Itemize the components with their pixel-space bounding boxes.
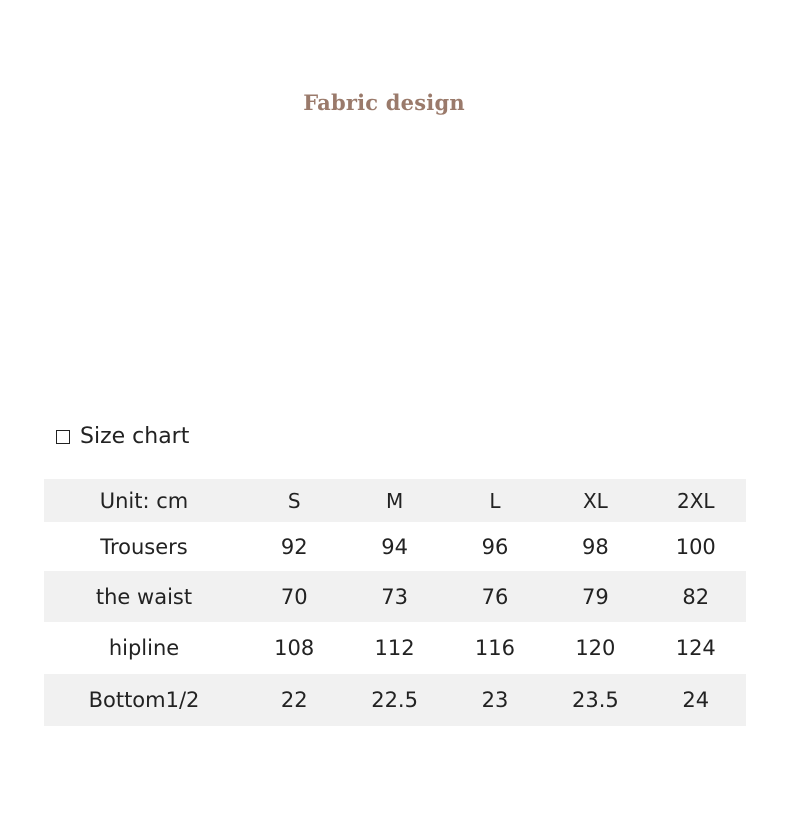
header-unit-label: Unit: cm: [99, 488, 189, 513]
header-size-xl: XL: [582, 488, 608, 513]
table-cell: 108: [274, 636, 315, 660]
header-size-s: S: [287, 488, 301, 513]
checkbox-icon: [56, 430, 70, 444]
table-row: [44, 674, 746, 726]
size-chart-table: [44, 479, 746, 726]
header-size-l: L: [489, 488, 501, 513]
row-label: hipline: [108, 636, 180, 660]
table-cell: 23: [481, 688, 509, 712]
table-cell: 22.5: [371, 688, 418, 712]
table-cell: 24: [682, 688, 710, 712]
row-label: Trousers: [100, 534, 188, 559]
section-label: Size chart: [80, 424, 190, 449]
table-cell: 120: [575, 636, 616, 660]
table-cell: 22: [280, 688, 308, 712]
row-label: the waist: [95, 584, 193, 609]
header-size-2xl: 2XL: [676, 488, 715, 513]
table-row: [44, 622, 746, 674]
section-header: [56, 424, 189, 449]
table-cell: 92: [280, 534, 308, 559]
table-cell: 76: [481, 584, 509, 609]
table-cell: 112: [374, 636, 415, 660]
table-cell: 82: [682, 584, 710, 609]
table-row: [44, 571, 746, 622]
table-cell: 94: [381, 534, 408, 559]
header-size-m: M: [385, 488, 404, 513]
row-label: Bottom1/2: [88, 688, 200, 712]
table-row: [44, 522, 746, 571]
table-cell: 73: [381, 584, 408, 609]
table-cell: 98: [582, 534, 609, 559]
table-cell: 116: [474, 636, 516, 660]
table-cell: 70: [280, 584, 308, 609]
table-cell: 23.5: [571, 688, 619, 712]
page-title: Fabric design: [303, 90, 465, 115]
table-cell: 124: [675, 636, 716, 660]
table-cell: 96: [481, 534, 509, 559]
table-cell: 100: [675, 534, 716, 559]
table-header-row: [44, 479, 746, 522]
table-cell: 79: [582, 584, 609, 609]
